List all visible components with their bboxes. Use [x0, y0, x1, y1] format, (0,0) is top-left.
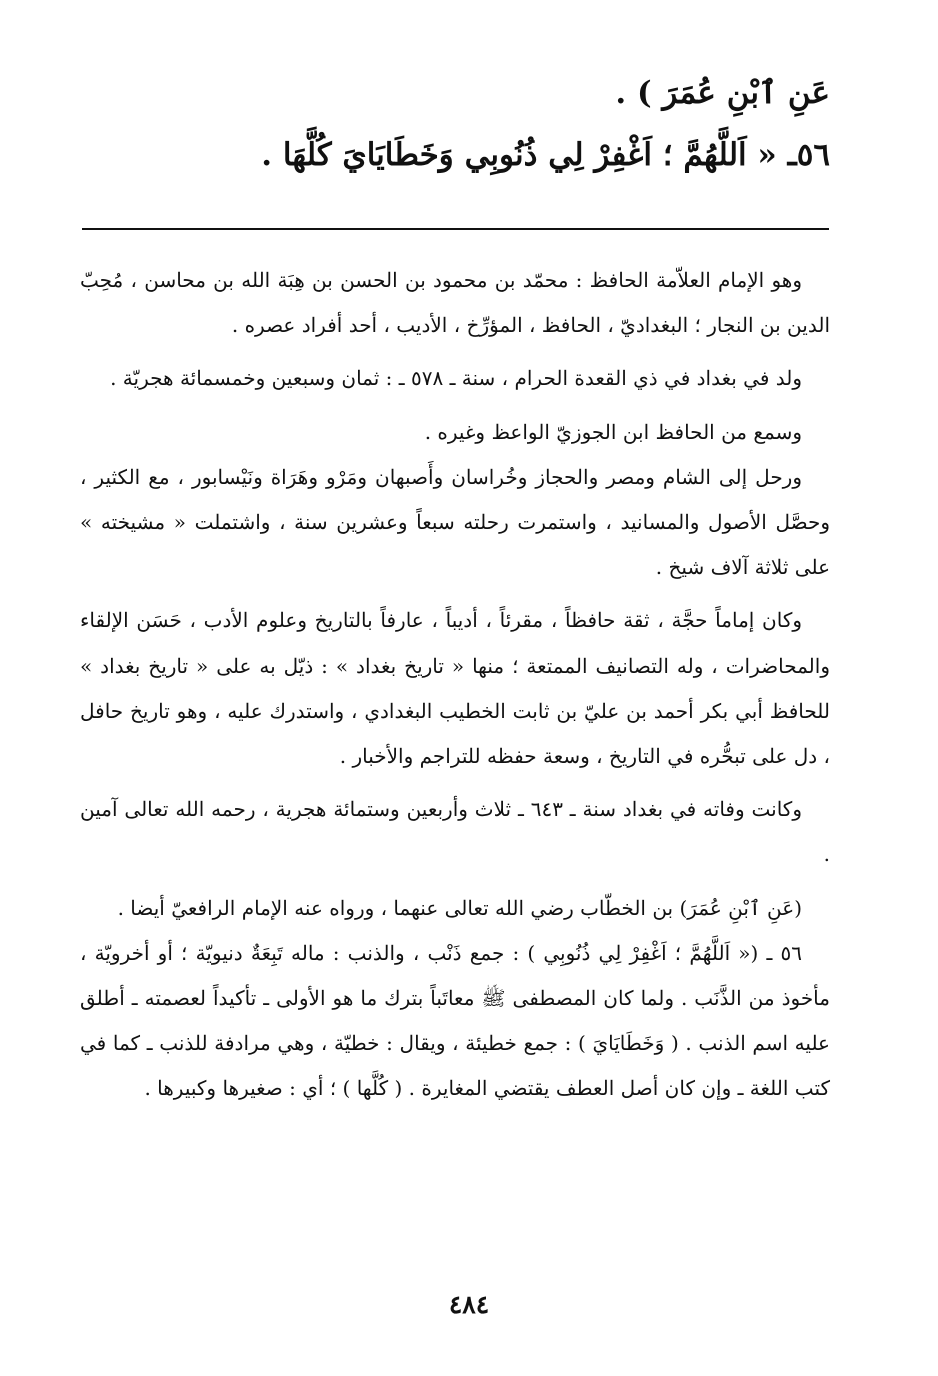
paragraph-death: وكانت وفاته في بغداد سنة ـ ٦٤٣ ـ ثلاث وأربعين وستمائة هجرية ، رحمه الله تعالى آمين .: [80, 797, 830, 867]
footnote-divider: [82, 228, 829, 230]
paragraph-narrator: (عَنِ ٱبْنِ عُمَرَ) بن الخطّاب رضي الله تعالى عنهما ، ورواه عنه الإمام الرافعيّ أيضا .: [117, 895, 802, 920]
commentary: [80, 258, 830, 1120]
paragraph-biography-intro: وهو الإمام العلاّمة الحافظ : محمّد بن محمود بن الحسن بن هِبَة الله بن محاسن ، مُحِبّ الدين بن النجار ؛ البغداديّ ، الحافظ ، المؤرِّخ ، الأديب ، أحد أفراد عصره .: [80, 268, 830, 338]
paragraph-hadith-56-explanation: ٥٦ ـ (« اَللَّهُمَّ ؛ اَغْفِرْ لِي ذُنُوبِي ) : جمع ذَنْب ، والذنب : ماله تَبِعَةٌ دنيويّة ؛ أو أخرويّة ، مأخوذ من الذَّنَب . ولما كان المصطفى ﷺ معاتَباً بترك ما هو الأولى ـ تأكيداً لعصمته ـ أطلق عليه اسم الذنب . ( وَخَطَايَايَ ) : جمع خطيئة ، ويقال : خطيّة ، وهي مرادفة للذنب ـ كما في كتب اللغة ـ وإن كان أصل العطف يقتضي المغايرة . ( كُلَّها ) ؛ أي : صغيرها وكبيرها .: [80, 940, 830, 1101]
matn-line-1: عَنِ ٱبْنِ عُمَرَ ) .: [615, 75, 830, 111]
paragraph-travels: ورحل إلى الشام ومصر والحجاز وخُراسان وأَصبهان ومَرْو وهَرَاة ونَيْسابور ، مع الكثير ، وحصَّل الأصول والمسانيد ، واستمرت رحلته سبعاً وعشرين سنة ، واشتملت « مشيخته » على ثلاثة آلاف شيخ .: [80, 464, 830, 580]
paragraph-scholarship: وكان إماماً حجَّة ، ثقة حافظاً ، مقرئاً ، أديباً ، عارفاً بالتاريخ وعلوم الأدب ، حَسَن الإلقاء والمحاضرات ، وله التصانيف الممتعة ؛ منها « تاريخ بغداد » : ذيّل به على « تاريخ بغداد » للحافظ أبي بكر أحمد بن عليّ بن ثابت الخطيب البغدادي ، واستدرك عليه ، وهو تاريخ حافل ، دل على تبحُّره في التاريخ ، وسعة حفظه للتراجم والأخبار .: [80, 608, 830, 769]
page-number: ٤٨٤: [448, 1290, 490, 1319]
matn-line-2: ٥٦ـ « اَللَّهُمَّ ؛ اَغْفِرْ لِي ذُنُوبِي وَخَطَايَايَ كُلَّهَا .: [261, 137, 830, 173]
paragraph-teachers: وسمع من الحافظ ابن الجوزيّ الواعظ وغيره .: [424, 419, 802, 444]
paragraph-birth: ولد في بغداد في ذي القعدة الحرام ، سنة ـ ٥٧٨ ـ : ثمان وسبعين وخمسمائة هجريّة .: [110, 366, 802, 391]
